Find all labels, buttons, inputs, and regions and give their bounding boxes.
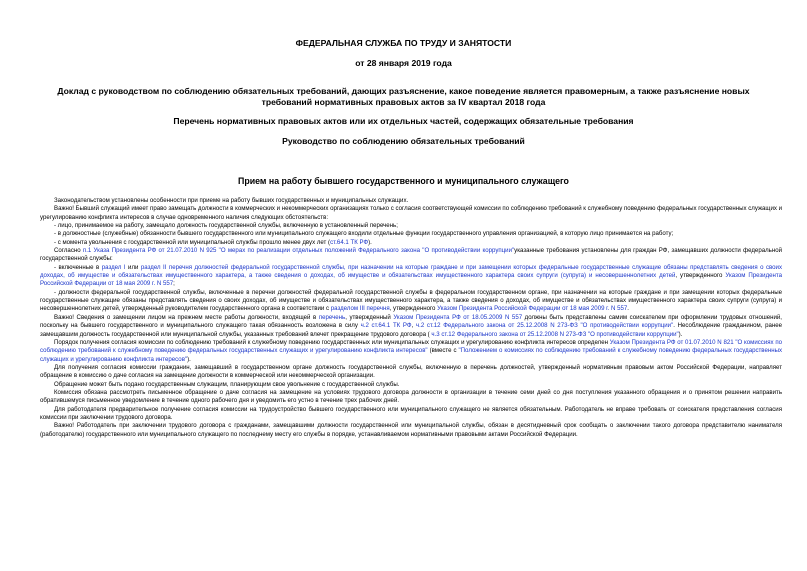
text: - включенные в bbox=[54, 263, 102, 271]
report-title: Доклад с руководством по соблюдению обязательных требований, дающих разъяснение, какое поведение является правомерным, а также разъяснение новых требований нормативных правовых актов за IV квартал 2018 года bbox=[57, 86, 750, 107]
text: , утвержденного bbox=[675, 272, 726, 280]
document-link[interactable]: ст.64.1 ТК РФ bbox=[330, 238, 369, 246]
paragraph: Комиссия обязана рассмотреть письменное обращение о даче согласия на замещение на условиях трудового договора должности в организации в течение семи дней со дня поступления указанного обращения и о принятом решении направить обратившемуся письменное уведомление в течение одного рабочего дня и уведомить его устно в течение трех рабочих дней. bbox=[40, 388, 782, 405]
paragraph: Важно! Работодатель при заключении трудового договора с гражданами, замещавшими должности государственной или муниципальной службы, обязан в десятидневный срок сообщать о заключении такого договора представителю нанимателя (работодателю) государственного или муниципального служащего по последнему месту его службы в порядке, устанавливаемом нормативными правовыми актами Российской Федерации. bbox=[40, 422, 782, 438]
text: или bbox=[125, 263, 141, 271]
document-link[interactable]: перечень bbox=[318, 313, 346, 321]
paragraph bbox=[40, 339, 782, 364]
text: . Несоблюдение гражданином, ранее замещавшим должность государственной или муниципальной службы, указанных требований влечет прекращение трудового договора ( bbox=[40, 322, 782, 338]
paragraph: Обращение может быть подано государственным служащим, планирующим свое увольнение с государственной службы. bbox=[54, 380, 400, 388]
paragraph bbox=[40, 239, 782, 247]
paragraph: - в должностные (служебные) обязанности бывшего государственного или муниципального служащего входили отдельные функции государственного управления организацией, в которую лицо принимается на работу; bbox=[54, 230, 674, 238]
document-link[interactable]: Указом Президента РФ от 18.05.2009 N 557 bbox=[393, 313, 523, 321]
document-link[interactable]: Указом Президента Российской Федерации от 18 мая 2009 г. N 557 bbox=[437, 305, 628, 313]
document-link[interactable]: раздел II перечня должностей федеральной государственной службы, при назначении на которые граждане и при замещении которых федеральные государственные служащие обязаны представлять сведения о своих доходах, об имуществе и обязательствах имущественного характера, а также сведения о доходах, об имуществе и обязательствах имущественного характера своих супруги (супруга) и несовершеннолетних детей bbox=[40, 263, 783, 280]
paragraph: Для работодателя предварительное получение согласия комиссии на трудоустройство бывшего государственного или муниципального служащего не является обязательным. Работодатель не вправе требовать от соискателя представления согласия комиссии при заключении трудового договора. bbox=[40, 405, 782, 421]
document-link[interactable]: ч.2 ст.12 Федерального закона от 25.12.2008 N 273-ФЗ "О противодействии коррупции" bbox=[415, 322, 674, 330]
paragraph bbox=[40, 289, 782, 314]
text: - с момента увольнения с государственной или муниципальной службы прошло менее двух лет ( bbox=[54, 238, 331, 246]
paragraph: Важно! Бывший служащий имеет право замещать должности в коммерческих и некоммерческих организациях только с согласия соответствующей комиссии по соблюдению требований к служебному поведению федеральных государственных служащих и урегулированию конфликта интересов в случае одновременного наличия следующих обстоятельств: bbox=[40, 205, 782, 221]
document-body bbox=[40, 197, 782, 439]
document-link[interactable]: разделом III перечня bbox=[330, 305, 390, 313]
paragraph bbox=[40, 264, 782, 289]
text: ). bbox=[187, 355, 191, 363]
document-link[interactable]: Указом Президента РФ от 01.07.2010 N 821 "О комиссиях по соблюдению требований к служебному поведению федеральных государственных служащих и урегулированию конфликта интересов" bbox=[40, 338, 783, 355]
text: (вместе с bbox=[427, 347, 459, 355]
paragraph: Законодательством установлены особенности при приеме на работу бывших государственных и муниципальных служащих. bbox=[54, 197, 409, 204]
text: указанные требования установлены для граждан РФ, замещавших должности федеральной государственной службы: bbox=[40, 247, 782, 263]
paragraph: Для получения согласия комиссии гражданин, замещавший в государственном органе должность государственной службы, включенную в перечень должностей, утвержденный нормативным правовым актом Российской Федерации, направляет обращение в комиссию о даче согласия на замещение должности в коммерческой или некоммерческой организации. bbox=[40, 363, 782, 380]
document-link[interactable]: Указом Президента Российской Федерации от 18 мая 2009 г. N 557 bbox=[40, 272, 783, 288]
guide-title: Руководство по соблюдению обязательных требований bbox=[282, 136, 525, 146]
text: Согласно bbox=[54, 247, 83, 255]
document-link[interactable]: ч.3 ст.12 Федерального закона от 25.12.2008 N 273-ФЗ "О противодействии коррупции" bbox=[431, 330, 679, 338]
text: , утвержденный bbox=[345, 313, 394, 321]
paragraph bbox=[40, 314, 782, 339]
section-title: Прием на работу бывшего государственного и муниципального служащего bbox=[238, 176, 569, 186]
text: Важно! Сведения о замещении лицом на прежнем месте работы должности, входящей в bbox=[54, 313, 319, 321]
text: Порядок получения согласия комиссии по соблюдению требований к служебному поведению государственных или муниципальных служащих и урегулированию конфликта интересов определен bbox=[54, 338, 610, 346]
paragraph bbox=[40, 247, 782, 264]
text: - должности федеральной государственной службы, включенные в перечни должностей федеральной государственной службы в федеральном государственном органе, при назначении на которые граждане и при замещении которых федеральные государственные служащие обязаны представлять сведения о своих доходах, об имуществе и обязательствах имущественного характера, а также сведения о доходах, об имуществе и обязательствах имущественного характера своих супруги (супруга) и несовершеннолетних детей, утвержденный руководителем государственного органа в соответствии с bbox=[40, 288, 782, 313]
text: ; bbox=[173, 280, 175, 288]
document-link[interactable]: п.1 bbox=[82, 247, 92, 255]
text: , bbox=[411, 322, 416, 330]
document-link[interactable]: раздел I bbox=[101, 263, 126, 271]
document-date: от 28 января 2019 года bbox=[355, 58, 452, 68]
agency-title: ФЕДЕРАЛЬНАЯ СЛУЖБА ПО ТРУДУ И ЗАНЯТОСТИ bbox=[295, 38, 512, 48]
document-link[interactable]: Указа Президента РФ от 21.07.2010 N 925 "О мерах по реализации отдельных положений Федерального закона "О противодействии коррупции" bbox=[93, 247, 515, 255]
text: , утвержденного bbox=[389, 305, 438, 313]
list-title: Перечень нормативных правовых актов или их отдельных частей, содержащих обязательные требования bbox=[173, 116, 634, 126]
text: ). bbox=[368, 238, 372, 246]
document-link[interactable]: "Положением о комиссиях по соблюдению требований к служебному поведению федеральных государственных служащих и урегулированию конфликта интересов" bbox=[40, 347, 783, 363]
text: ). bbox=[678, 330, 683, 338]
document-link[interactable]: ч.2 ст.64.1 ТК РФ bbox=[360, 322, 412, 330]
text: . bbox=[627, 305, 629, 313]
paragraph: - лицо, принимаемое на работу, замещало должность государственной службы, включенную в установленный перечень; bbox=[54, 222, 398, 230]
text: должны быть представлены самим соискателем при оформлении трудовых отношений, поскольку на бывшего государственного и муниципального служащего такая обязанность возложена в силу bbox=[40, 313, 782, 330]
